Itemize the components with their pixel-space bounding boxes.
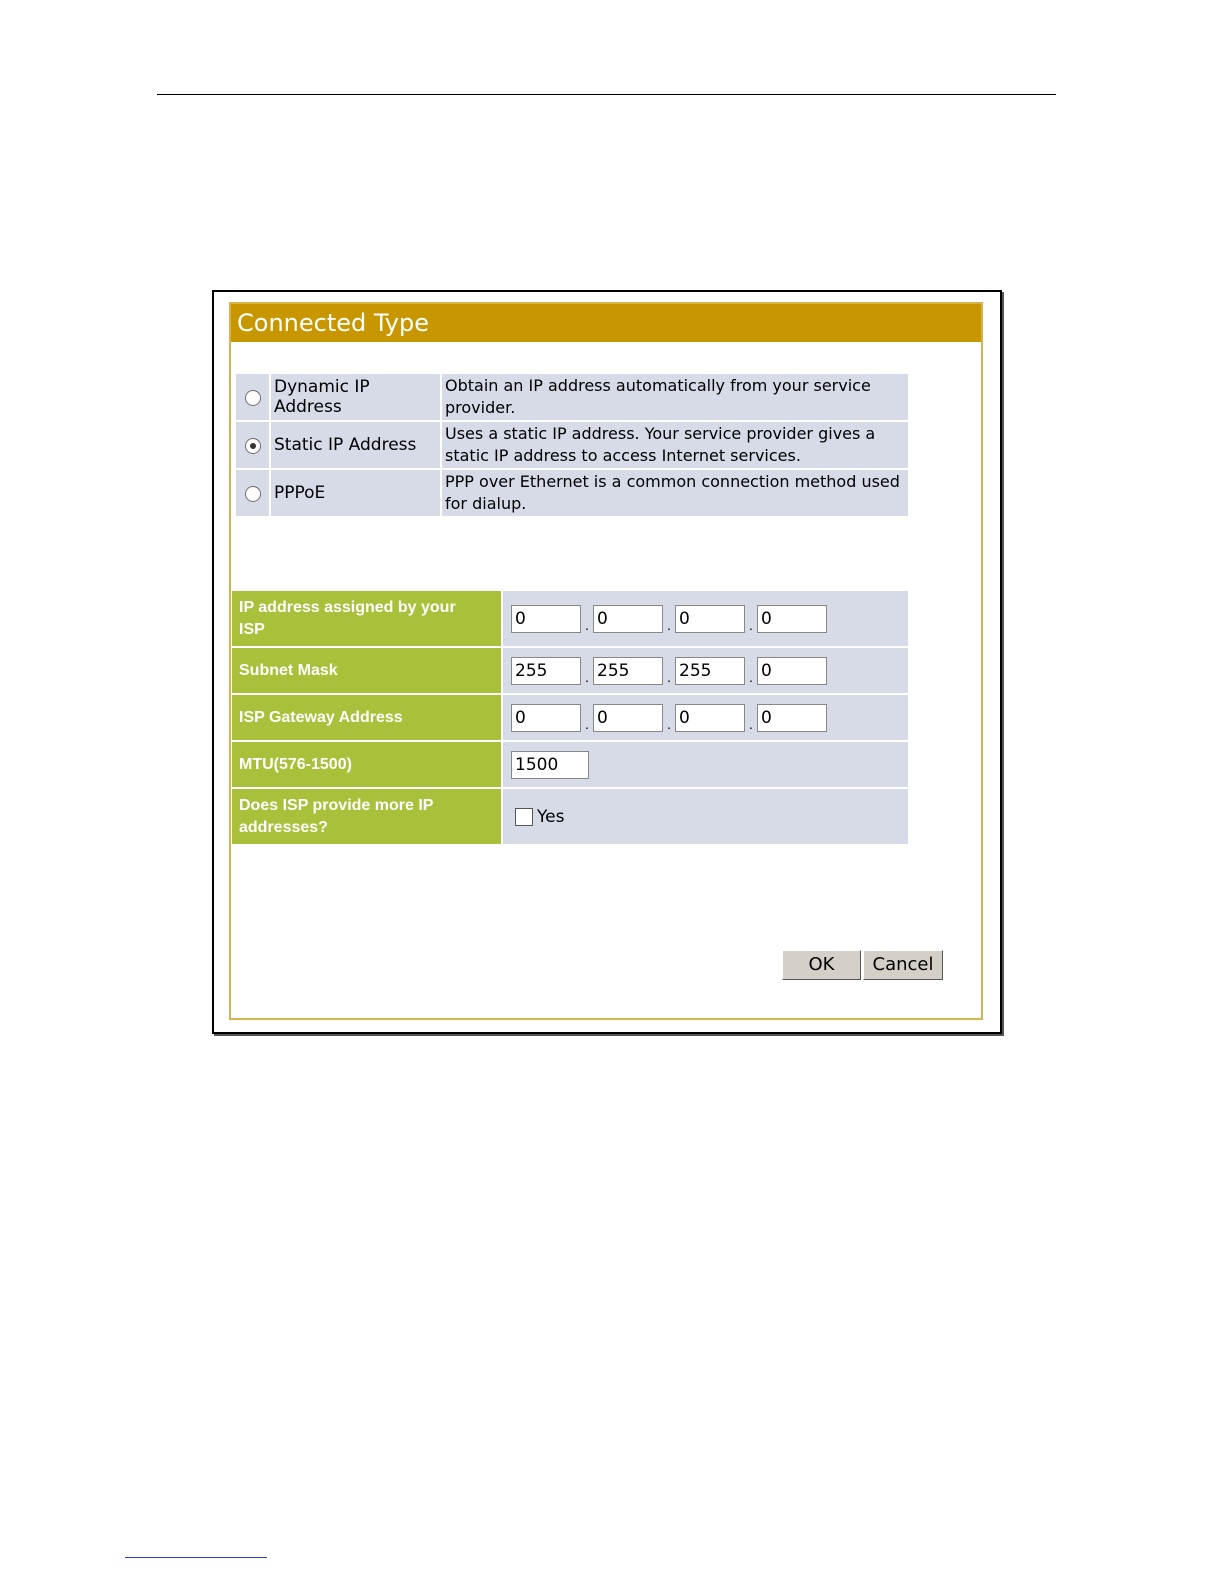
connection-type-row-dynamic	[236, 374, 908, 420]
mtu-row	[232, 742, 908, 789]
gateway-label: ISP Gateway Address	[232, 695, 503, 742]
screenshot-frame	[212, 290, 1002, 1034]
gateway-row: ISP Gateway Address 0 . 0 . 0 . 0	[232, 695, 908, 742]
subnet-octet-1-input[interactable]: 255	[511, 657, 581, 685]
radio-pppoe[interactable]	[245, 486, 261, 502]
gateway-octet-1-input[interactable]: 0	[511, 704, 581, 732]
dialog-buttons	[782, 950, 943, 980]
header-rule	[157, 94, 1056, 95]
ip-address-label: IP address assigned by your ISP	[232, 591, 503, 648]
subnet-mask-row: Subnet Mask 255 . 255 . 255 . 0	[232, 648, 908, 695]
subnet-octet-2-input[interactable]: 255	[593, 657, 663, 685]
connection-type-description: Obtain an IP address automatically from your service provider.	[442, 374, 908, 420]
more-ips-label: Does ISP provide more IP addresses?	[232, 789, 503, 846]
ok-button[interactable]: OK	[782, 950, 861, 980]
connection-type-label: Static IP Address	[271, 422, 440, 468]
mtu-label: MTU(576-1500)	[232, 742, 503, 789]
gateway-octet-4-input[interactable]: 0	[757, 704, 827, 732]
connected-type-panel	[229, 302, 983, 1020]
mtu-input[interactable]: 1500	[511, 751, 589, 779]
footnote-rule	[125, 1557, 267, 1558]
subnet-mask-label: Subnet Mask	[232, 648, 503, 695]
connection-type-row-static	[236, 422, 908, 468]
connection-type-table	[234, 372, 910, 518]
radio-dynamic-ip[interactable]	[245, 390, 261, 406]
more-ips-yes-label: Yes	[537, 806, 565, 827]
subnet-octet-4-input[interactable]: 0	[757, 657, 827, 685]
connection-type-description: PPP over Ethernet is a common connection method used for dialup.	[442, 470, 908, 516]
radio-static-ip[interactable]	[245, 438, 261, 454]
gateway-octet-3-input[interactable]: 0	[675, 704, 745, 732]
connection-type-label: Dynamic IP Address	[271, 374, 440, 420]
connection-type-description: Uses a static IP address. Your service provider gives a static IP address to access Internet services.	[442, 422, 908, 468]
ip-octet-1-input[interactable]: 0	[511, 605, 581, 633]
panel-title: Connected Type	[231, 304, 981, 342]
static-ip-settings-table	[232, 591, 908, 846]
more-ips-checkbox[interactable]	[515, 808, 533, 826]
ip-octet-3-input[interactable]: 0	[675, 605, 745, 633]
gateway-octet-2-input[interactable]: 0	[593, 704, 663, 732]
more-ips-row	[232, 789, 908, 846]
ip-octet-4-input[interactable]: 0	[757, 605, 827, 633]
ip-address-row: IP address assigned by your ISP 0 . 0 . 0 . 0	[232, 591, 908, 648]
connection-type-label: PPPoE	[271, 470, 440, 516]
subnet-octet-3-input[interactable]: 255	[675, 657, 745, 685]
cancel-button[interactable]: Cancel	[863, 950, 943, 980]
connection-type-row-pppoe	[236, 470, 908, 516]
ip-octet-2-input[interactable]: 0	[593, 605, 663, 633]
